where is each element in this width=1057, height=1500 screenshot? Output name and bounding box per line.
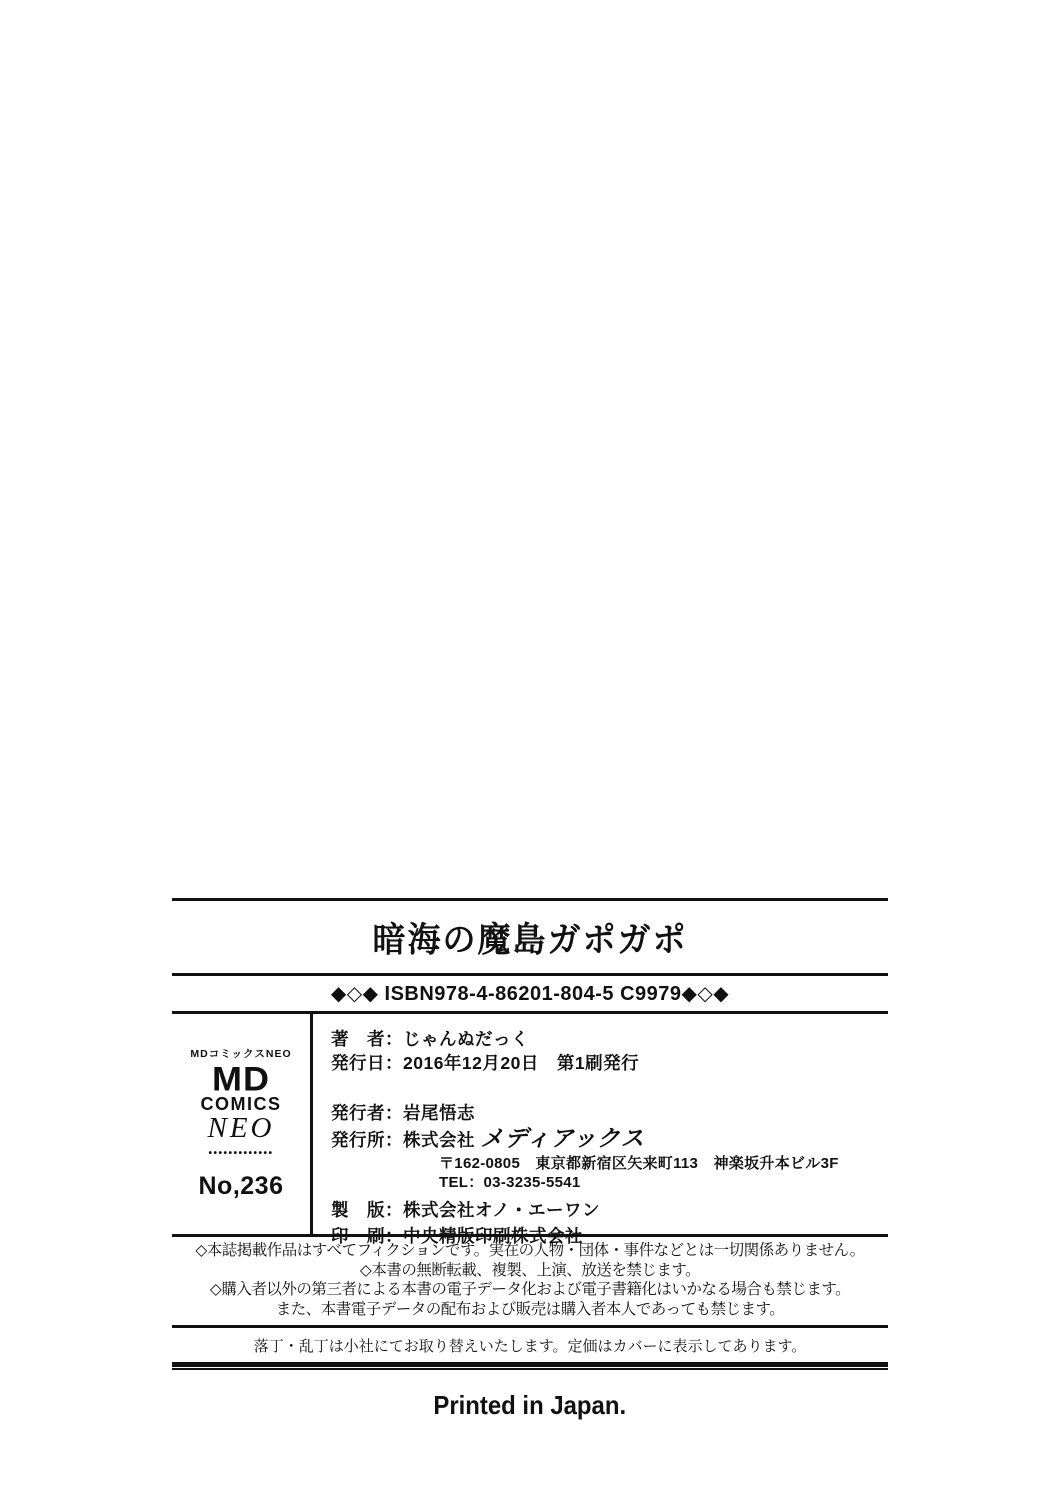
- publication-info: [313, 1014, 888, 1246]
- logo-neo-text: NEO: [207, 1111, 275, 1144]
- bottom-double-rule: [172, 1362, 888, 1370]
- publisher-office-line: [331, 1125, 888, 1154]
- logo-md-text: MD: [212, 1059, 270, 1098]
- series-number: No,236: [198, 1171, 284, 1200]
- disclaimer-line: ◇本書の無断転載、複製、上演、放送を禁じます。: [359, 1261, 701, 1279]
- spacer: [331, 1075, 888, 1101]
- disclaimer-line: ◇本誌掲載作品はすべてフィクションです。実在の人物・団体・事件などとは一切関係ありません。: [195, 1242, 865, 1259]
- isbn-text: ◆◇◆ ISBN978-4-86201-804-5 C9979◆◇◆: [330, 983, 730, 1005]
- logo-top-text: MDコミックスNEO: [190, 1048, 292, 1060]
- publisher-address-block: [439, 1154, 888, 1192]
- publication-table: [172, 1014, 888, 1246]
- disclaimer-line: また、本書電子データの配布および販売は購入者本人であっても禁じます。: [275, 1300, 785, 1318]
- plate-making-line: 製 版：株式会社オノ・エーワン: [331, 1200, 600, 1220]
- book-title: 暗海の魔島ガポガポ: [372, 919, 688, 959]
- issue-date-line: 発行日：2016年12月20日 第1刷発行: [331, 1053, 640, 1073]
- replacement-notice: 落丁・乱丁は小社にてお取り替えいたします。定価はカバーに表示してあります。: [253, 1337, 807, 1355]
- logo-dots: •••••••••••••: [208, 1147, 274, 1159]
- publisher-tel-line: TEL：03-3235-5541: [439, 1174, 581, 1191]
- printing-line: 印 刷：中央精版印刷株式会社: [331, 1226, 583, 1246]
- author-line: 著 者：じゃんぬだっく: [331, 1029, 529, 1049]
- printed-in-japan-text: Printed in Japan.: [433, 1390, 627, 1420]
- printed-in-japan-row: [172, 1390, 888, 1421]
- publisher-address-line: 〒162-0805 東京都新宿区矢来町113 神楽坂升本ビル3F: [439, 1155, 839, 1172]
- md-comics-neo-logo: [172, 1014, 313, 1234]
- colophon-block: [172, 898, 888, 1421]
- logo-comics-text: COMICS: [200, 1093, 282, 1114]
- disclaimer-block: [172, 1237, 888, 1325]
- publisher-person-line: 発行者：岩尾悟志: [331, 1103, 475, 1123]
- mediax-logo-text: メディアックス: [480, 1125, 645, 1151]
- notice-row: [172, 1328, 888, 1362]
- isbn-row: [172, 976, 888, 1011]
- title-row: [172, 901, 888, 973]
- disclaimer-line: ◇購入者以外の第三者による本書の電子データ化および電子書籍化はいかなる場合も禁じます。: [209, 1281, 851, 1298]
- publisher-office-prefix: 発行所：株式会社: [331, 1130, 481, 1150]
